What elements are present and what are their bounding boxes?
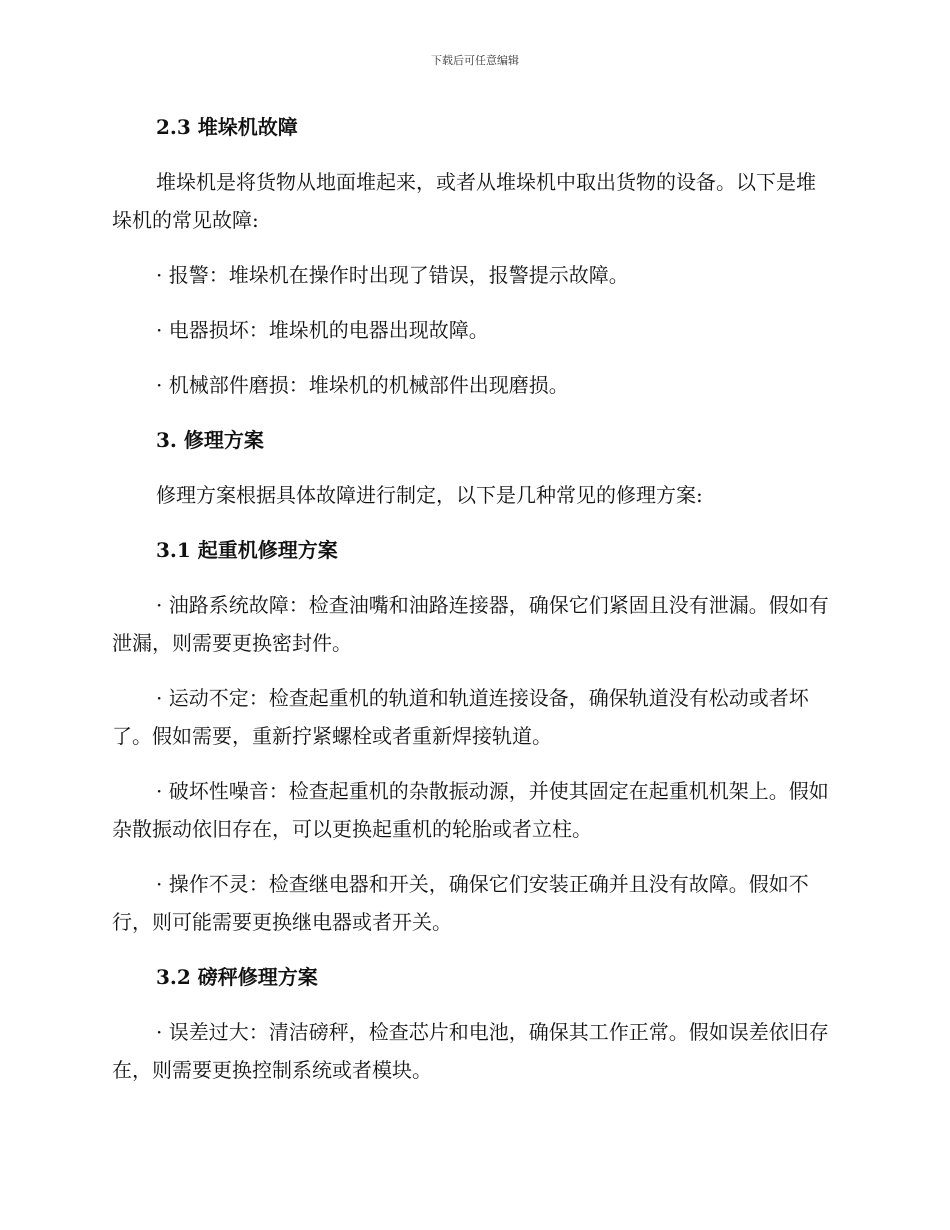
document-body <box>112 108 830 1106</box>
list-item-alarm: · 报警：堆垛机在操作时出现了错误，报警提示故障。 <box>156 263 629 287</box>
header-note: 下载后可任意编辑 <box>431 54 519 67</box>
list-item-mechanical-wear: · 机械部件磨损：堆垛机的机械部件出现磨损。 <box>156 373 569 397</box>
section-heading-3: 3. 修理方案 <box>156 428 264 452</box>
paragraph-2-3-intro: 堆垛机是将货物从地面堆起来，或者从堆垛机中取出货物的设备。以下是堆垛机的常见故障: <box>112 170 816 232</box>
section-heading-3-1: 3.1 起重机修理方案 <box>156 538 338 562</box>
list-item-excess-error: · 误差过大：清洁磅秤，检查芯片和电池，确保其工作正常。假如误差依旧存在，则需要更换控制系统或者模块。 <box>112 1020 829 1082</box>
list-item-noise: · 破坏性噪音：检查起重机的杂散振动源，并使其固定在起重机机架上。假如杂散振动依旧存在，可以更换起重机的轮胎或者立柱。 <box>112 779 829 841</box>
list-item-oil-system: · 油路系统故障：检查油嘴和油路连接器，确保它们紧固且没有泄漏。假如有泄漏，则需要更换密封件。 <box>112 593 829 655</box>
list-item-operation-failure: · 操作不灵：检查继电器和开关，确保它们安装正确并且没有故障。假如不行，则可能需要更换继电器或者开关。 <box>112 872 809 934</box>
section-heading-3-2: 3.2 磅秤修理方案 <box>156 965 318 989</box>
list-item-unstable-motion: · 运动不定：检查起重机的轨道和轨道连接设备，确保轨道没有松动或者坏了。假如需要，重新拧紧螺栓或者重新焊接轨道。 <box>112 686 809 748</box>
section-heading-2-3: 2.3 堆垛机故障 <box>156 115 298 139</box>
list-item-electrical-damage: · 电器损坏：堆垛机的电器出现故障。 <box>156 318 489 342</box>
paragraph-3-intro: 修理方案根据具体故障进行制定，以下是几种常见的修理方案: <box>156 483 703 507</box>
